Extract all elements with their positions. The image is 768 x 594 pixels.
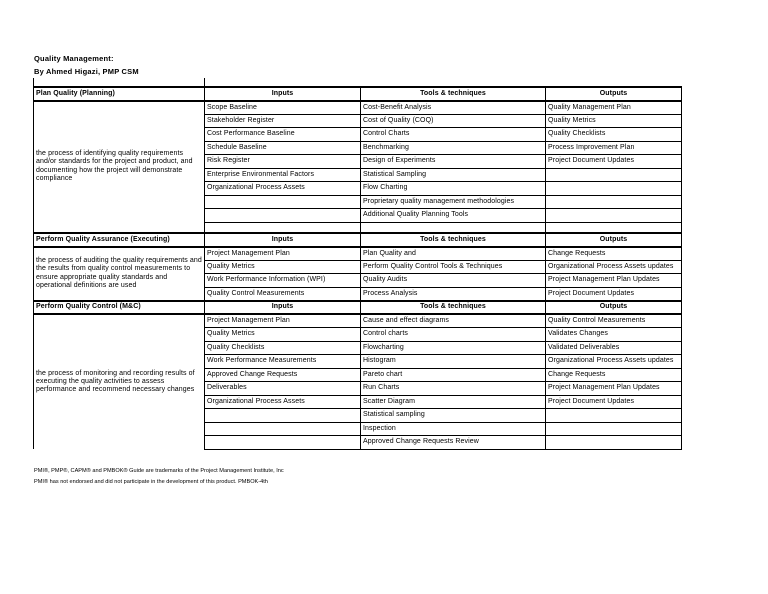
input-cell: Organizational Process Assets: [205, 395, 361, 409]
input-cell: Enterprise Environmental Factors: [205, 168, 361, 182]
column-header: Outputs: [546, 233, 682, 247]
output-cell: [546, 182, 682, 196]
tool-cell: Process Analysis: [361, 287, 546, 301]
input-cell: Quality Metrics: [205, 260, 361, 274]
tool-cell: Scatter Diagram: [361, 395, 546, 409]
tool-cell: Inspection: [361, 422, 546, 436]
spacer-cell: [205, 78, 361, 87]
input-cell: [205, 409, 361, 423]
output-cell: [546, 422, 682, 436]
input-cell: Stakeholder Register: [205, 114, 361, 128]
output-cell: [546, 195, 682, 209]
input-cell: Quality Checklists: [205, 341, 361, 355]
input-cell: Project Management Plan: [205, 247, 361, 261]
tool-cell: Histogram: [361, 355, 546, 369]
output-cell: Project Management Plan Updates: [546, 382, 682, 396]
input-cell: Risk Register: [205, 155, 361, 169]
input-cell: Quality Control Measurements: [205, 287, 361, 301]
section-header-row: [34, 233, 682, 247]
section-header-row: [34, 87, 682, 101]
tool-cell: Cause and effect diagrams: [361, 314, 546, 328]
process-description: the process of identifying quality requirements and/or standards for the project and product, and documenting how the project will demonstrate compliance: [34, 101, 205, 234]
output-cell: Project Document Updates: [546, 395, 682, 409]
process-description: the process of monitoring and recording results of executing the quality activities to assess performance and recommend necessary changes: [34, 314, 205, 449]
tool-cell: Additional Quality Planning Tools: [361, 209, 546, 223]
tool-cell: Approved Change Requests Review: [361, 436, 546, 450]
input-cell: Scope Baseline: [205, 101, 361, 115]
tool-cell: Flowcharting: [361, 341, 546, 355]
column-header: Outputs: [546, 301, 682, 315]
output-cell: Validated Deliverables: [546, 341, 682, 355]
column-header: Inputs: [205, 87, 361, 101]
tool-cell: Statistical Sampling: [361, 168, 546, 182]
output-cell: [546, 168, 682, 182]
document-title: Quality Management:: [34, 54, 114, 63]
tool-cell: Proprietary quality management methodologies: [361, 195, 546, 209]
column-header: Outputs: [546, 87, 682, 101]
process-description: the process of auditing the quality requirements and the results from quality control measurements to ensure appropriate quality standards and operational definitions are used: [34, 247, 205, 301]
document-author: By Ahmed Higazi, PMP CSM: [34, 67, 139, 76]
input-cell: Organizational Process Assets: [205, 182, 361, 196]
input-cell: Deliverables: [205, 382, 361, 396]
input-cell: Quality Metrics: [205, 328, 361, 342]
tool-cell: Cost-Benefit Analysis: [361, 101, 546, 115]
table-row: [34, 314, 682, 328]
tool-cell: Flow Charting: [361, 182, 546, 196]
output-cell: Quality Control Measurements: [546, 314, 682, 328]
output-cell: Quality Metrics: [546, 114, 682, 128]
input-cell: Work Performance Measurements: [205, 355, 361, 369]
input-cell: [205, 436, 361, 450]
input-cell: Work Performance Information (WPI): [205, 274, 361, 288]
tool-cell: Statistical sampling: [361, 409, 546, 423]
output-cell: Quality Checklists: [546, 128, 682, 142]
trademark-note: PMI®, PMP®, CAPM® and PMBOK® Guide are trademarks of the Project Management Institute, Inc: [34, 468, 284, 474]
output-cell: [546, 209, 682, 223]
empty-cell: [205, 222, 361, 233]
column-header: Tools & techniques: [361, 301, 546, 315]
column-header: Inputs: [205, 301, 361, 315]
output-cell: Project Management Plan Updates: [546, 274, 682, 288]
column-header: Inputs: [205, 233, 361, 247]
output-cell: Project Document Updates: [546, 155, 682, 169]
column-header: Tools & techniques: [361, 87, 546, 101]
spacer-cell: [546, 78, 682, 87]
section-header-row: [34, 301, 682, 315]
empty-cell: [546, 222, 682, 233]
section-title: Perform Quality Assurance (Executing): [34, 233, 205, 247]
tool-cell: Plan Quality and: [361, 247, 546, 261]
tool-cell: Run Charts: [361, 382, 546, 396]
empty-cell: [361, 222, 546, 233]
section-title: Perform Quality Control (M&C): [34, 301, 205, 315]
table-row: [34, 101, 682, 115]
input-cell: [205, 195, 361, 209]
output-cell: [546, 409, 682, 423]
quality-management-table: [33, 78, 681, 450]
input-cell: [205, 422, 361, 436]
input-cell: Project Management Plan: [205, 314, 361, 328]
output-cell: Change Requests: [546, 368, 682, 382]
section-title: Plan Quality (Planning): [34, 87, 205, 101]
output-cell: Project Document Updates: [546, 287, 682, 301]
table-row: [34, 247, 682, 261]
tool-cell: Design of Experiments: [361, 155, 546, 169]
tool-cell: Control Charts: [361, 128, 546, 142]
input-cell: Schedule Baseline: [205, 141, 361, 155]
output-cell: Validates Changes: [546, 328, 682, 342]
input-cell: Cost Performance Baseline: [205, 128, 361, 142]
spacer-cell: [361, 78, 546, 87]
input-cell: Approved Change Requests: [205, 368, 361, 382]
output-cell: Process Improvement Plan: [546, 141, 682, 155]
tool-cell: Cost of Quality (COQ): [361, 114, 546, 128]
tool-cell: Perform Quality Control Tools & Techniques: [361, 260, 546, 274]
input-cell: [205, 209, 361, 223]
spacer-row: [34, 78, 682, 87]
spacer-cell: [34, 78, 205, 87]
tool-cell: Control charts: [361, 328, 546, 342]
endorsement-note: PMI® has not endorsed and did not participate in the development of this product. PMBOK-4th: [34, 479, 268, 485]
output-cell: Change Requests: [546, 247, 682, 261]
tool-cell: Quality Audits: [361, 274, 546, 288]
output-cell: Organizational Process Assets updates: [546, 260, 682, 274]
tool-cell: Pareto chart: [361, 368, 546, 382]
output-cell: [546, 436, 682, 450]
column-header: Tools & techniques: [361, 233, 546, 247]
output-cell: Organizational Process Assets updates: [546, 355, 682, 369]
tool-cell: Benchmarking: [361, 141, 546, 155]
output-cell: Quality Management Plan: [546, 101, 682, 115]
